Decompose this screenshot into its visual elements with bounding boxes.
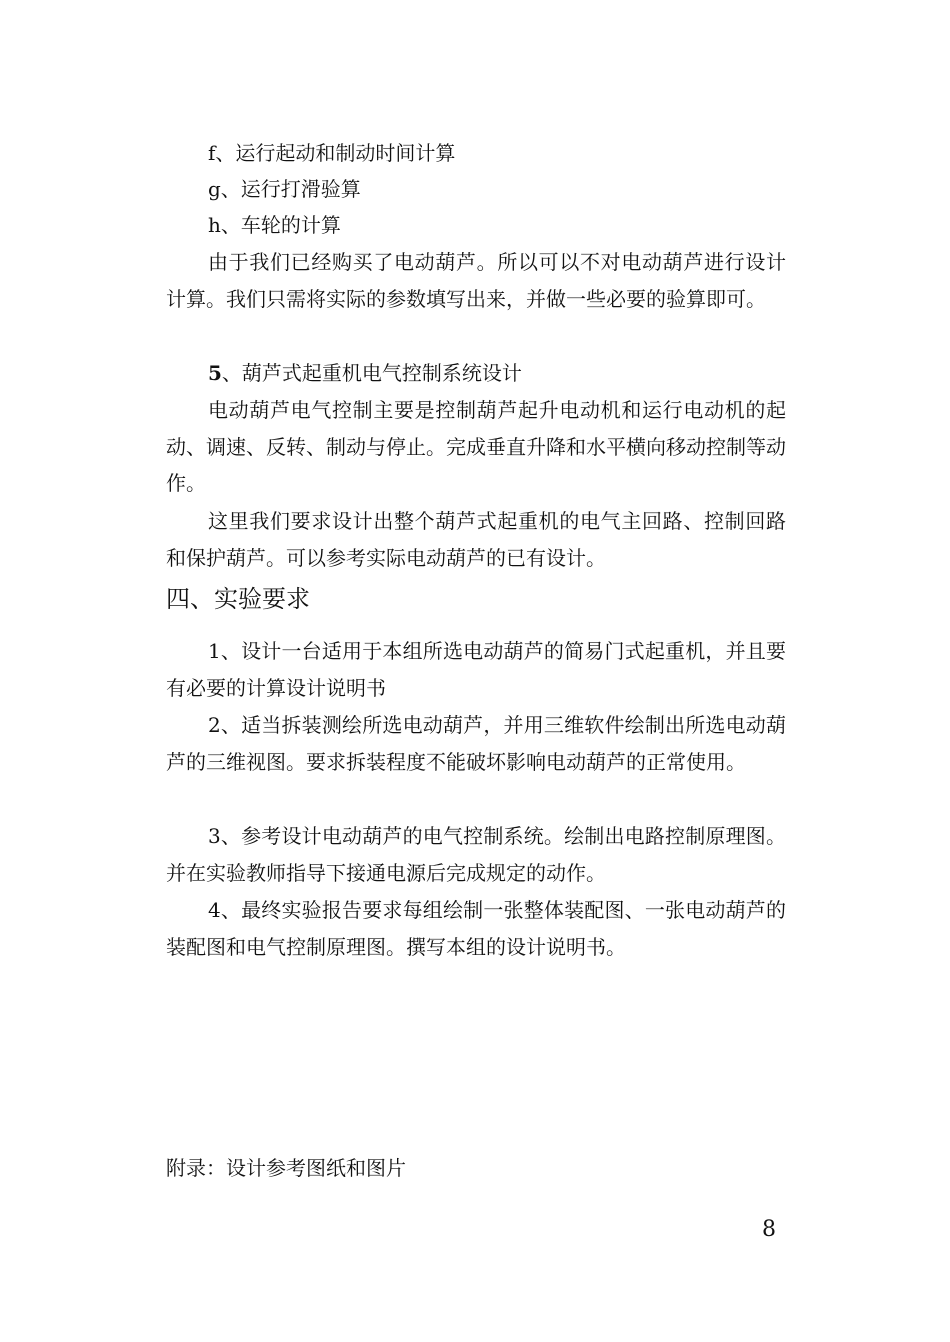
calc-item-g: g、运行打滑验算	[208, 177, 361, 201]
paragraph-purchased: 由于我们已经购买了电动葫芦。所以可以不对电动葫芦进行设计计算。我们只需将实际的参数填写出来，并做一些必要的验算即可。	[166, 250, 786, 311]
paragraph-control: 电动葫芦电气控制主要是控制葫芦起升电动机和运行电动机的起动、调速、反转、制动与停止。完成垂直升降和水平横向移动控制等动作。	[166, 398, 786, 495]
appendix-note: 附录：设计参考图纸和图片	[166, 1156, 406, 1180]
heading-requirements: 四、实验要求	[166, 585, 310, 613]
requirement-4: 4、最终实验报告要求每组绘制一张整体装配图、一张电动葫芦的装配图和电气控制原理图。撰写本组的设计说明书。	[166, 898, 786, 959]
requirement-1: 1、设计一台适用于本组所选电动葫芦的简易门式起重机，并且要有必要的计算设计说明书	[166, 639, 786, 700]
paragraph-design: 这里我们要求设计出整个葫芦式起重机的电气主回路、控制回路和保护葫芦。可以参考实际电动葫芦的已有设计。	[166, 509, 786, 570]
section-5-number: 5	[208, 361, 222, 385]
calc-item-f: f、运行起动和制动时间计算	[208, 141, 456, 165]
requirement-3: 3、参考设计电动葫芦的电气控制系统。绘制出电路控制原理图。并在实验教师指导下接通电源后完成规定的动作。	[166, 824, 786, 885]
calc-item-h: h、车轮的计算	[208, 213, 341, 237]
requirement-2: 2、适当拆装测绘所选电动葫芦，并用三维软件绘制出所选电动葫芦的三维视图。要求拆装程度不能破坏影响电动葫芦的正常使用。	[166, 713, 786, 774]
section-5-title: 、葫芦式起重机电气控制系统设计	[221, 361, 522, 385]
page-number: 8	[762, 1217, 776, 1242]
section-5-heading	[208, 355, 522, 391]
